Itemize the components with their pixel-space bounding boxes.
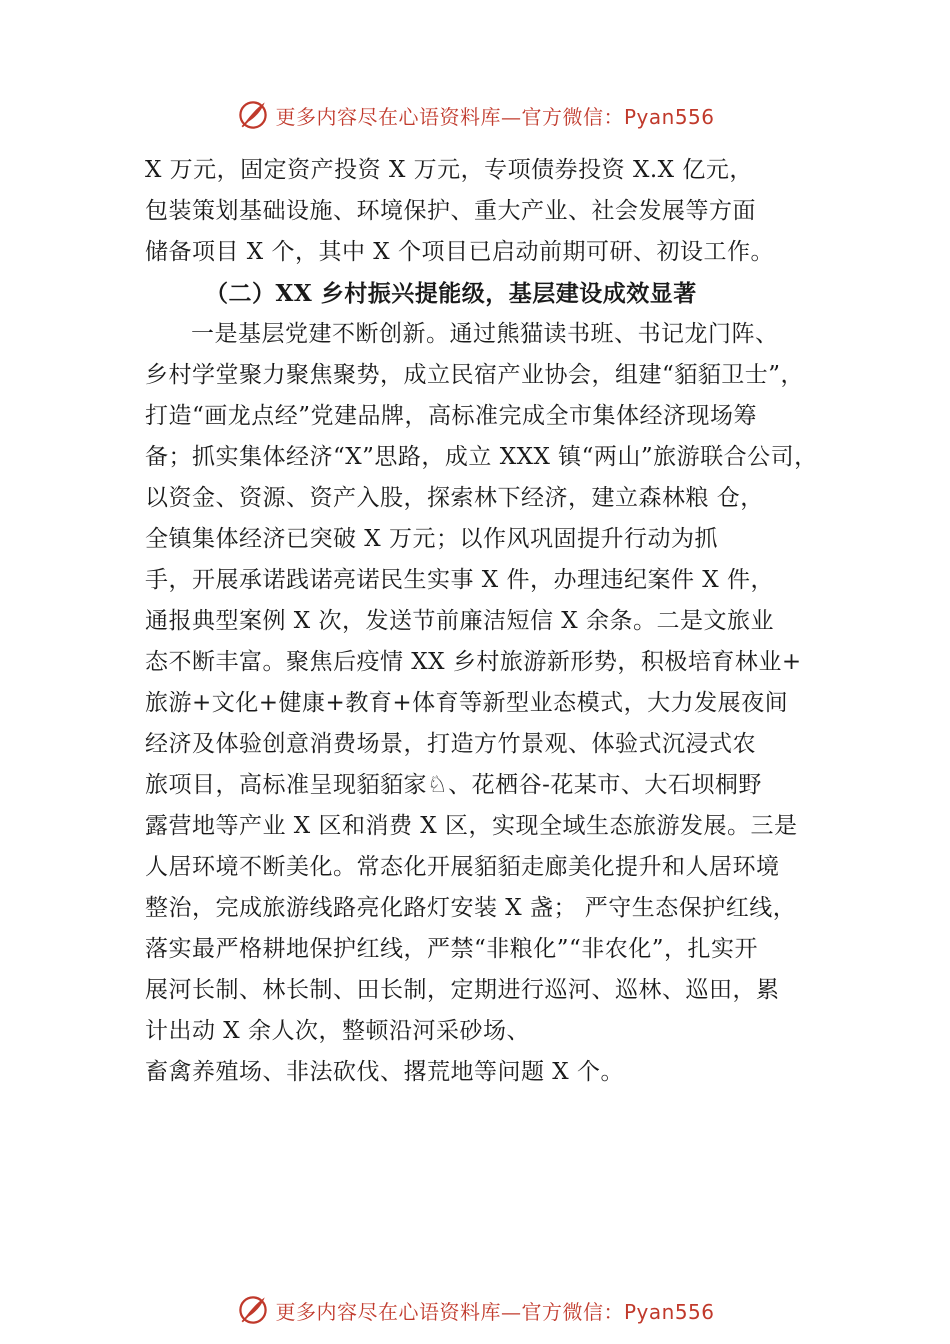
quill-pen-logo-icon bbox=[235, 97, 271, 133]
text-line: 全镇集体经济已突破 X 万元；以作风巩固提升行动为抓 bbox=[145, 526, 718, 552]
text-line: 整治，完成旅游线路亮化路灯安装 X 盏； 严守生态保护红线， bbox=[145, 895, 797, 921]
text-line: 一是基层党建不断创新。通过熊猫读书班、书记龙门阵、 bbox=[191, 321, 779, 347]
text-line: 落实最严格耕地保护红线，严禁“非粮化”“非农化”，扎实开 bbox=[145, 936, 759, 962]
text-line: 手，开展承诺践诺亮诺民生实事 X 件，办理违纪案件 X 件， bbox=[145, 567, 774, 593]
text-line: 旅项目，高标准呈现貊貊家♘、花栖谷-花某市、大石坝桐野 bbox=[145, 772, 762, 798]
section-heading: （二）XX 乡村振兴提能级，基层建设成效显著 bbox=[205, 280, 697, 307]
text-line: 经济及体验创意消费场景，打造方竹景观、体验式沉浸式农 bbox=[145, 731, 756, 757]
quill-pen-logo-icon bbox=[235, 1292, 271, 1328]
banner-text: 更多内容尽在心语资料库—官方微信：Pyan556 bbox=[275, 1299, 715, 1324]
text-line: 旅游+文化+健康+教育+体育等新型业态模式，大力发展夜间 bbox=[145, 690, 789, 716]
text-line: 储备项目 X 个，其中 X 个项目已启动前期可研、初设工作。 bbox=[145, 239, 774, 265]
text-line: 包装策划基础设施、环境保护、重大产业、社会发展等方面 bbox=[145, 198, 756, 224]
text-line: 露营地等产业 X 区和消费 X 区，实现全域生态旅游发展。三是 bbox=[145, 813, 798, 839]
text-line: 通报典型案例 X 次，发送节前廉洁短信 X 余条。二是文旅业 bbox=[145, 608, 774, 634]
banner-text: 更多内容尽在心语资料库—官方微信：Pyan556 bbox=[275, 104, 715, 129]
wechat-id: Pyan556 bbox=[623, 1299, 715, 1324]
wechat-id: Pyan556 bbox=[623, 104, 715, 129]
text-line: 备；抓实集体经济“X”思路，成立 XXX 镇“两山”旅游联合公司， bbox=[145, 444, 818, 470]
text-line: 计出动 X 余人次，整顿沿河采砂场、 bbox=[145, 1018, 530, 1044]
text-line: 态不断丰富。聚焦后疫情 XX 乡村旅游新形势，积极培育林业+ bbox=[145, 649, 802, 675]
header-banner bbox=[0, 95, 950, 135]
text-line: 畜禽养殖场、非法砍伐、撂荒地等问题 X 个。 bbox=[145, 1059, 624, 1085]
footer-banner bbox=[0, 1290, 950, 1330]
text-line: 乡村学堂聚力聚焦聚势，成立民宿产业协会，组建“貊貊卫士”， bbox=[145, 362, 805, 388]
text-line: X 万元，固定资产投资 X 万元，专项债券投资 X.X 亿元， bbox=[145, 157, 753, 183]
text-line: 展河长制、林长制、田长制，定期进行巡河、巡林、巡田，累 bbox=[145, 977, 780, 1003]
text-line: 打造“画龙点经”党建品牌，高标准完成全市集体经济现场筹 bbox=[145, 403, 758, 429]
text-line: 人居环境不断美化。常态化开展貊貊走廊美化提升和人居环境 bbox=[145, 854, 780, 880]
text-line: 以资金、资源、资产入股，探索林下经济，建立森林粮 仓， bbox=[145, 485, 764, 511]
document-body bbox=[145, 150, 845, 1093]
